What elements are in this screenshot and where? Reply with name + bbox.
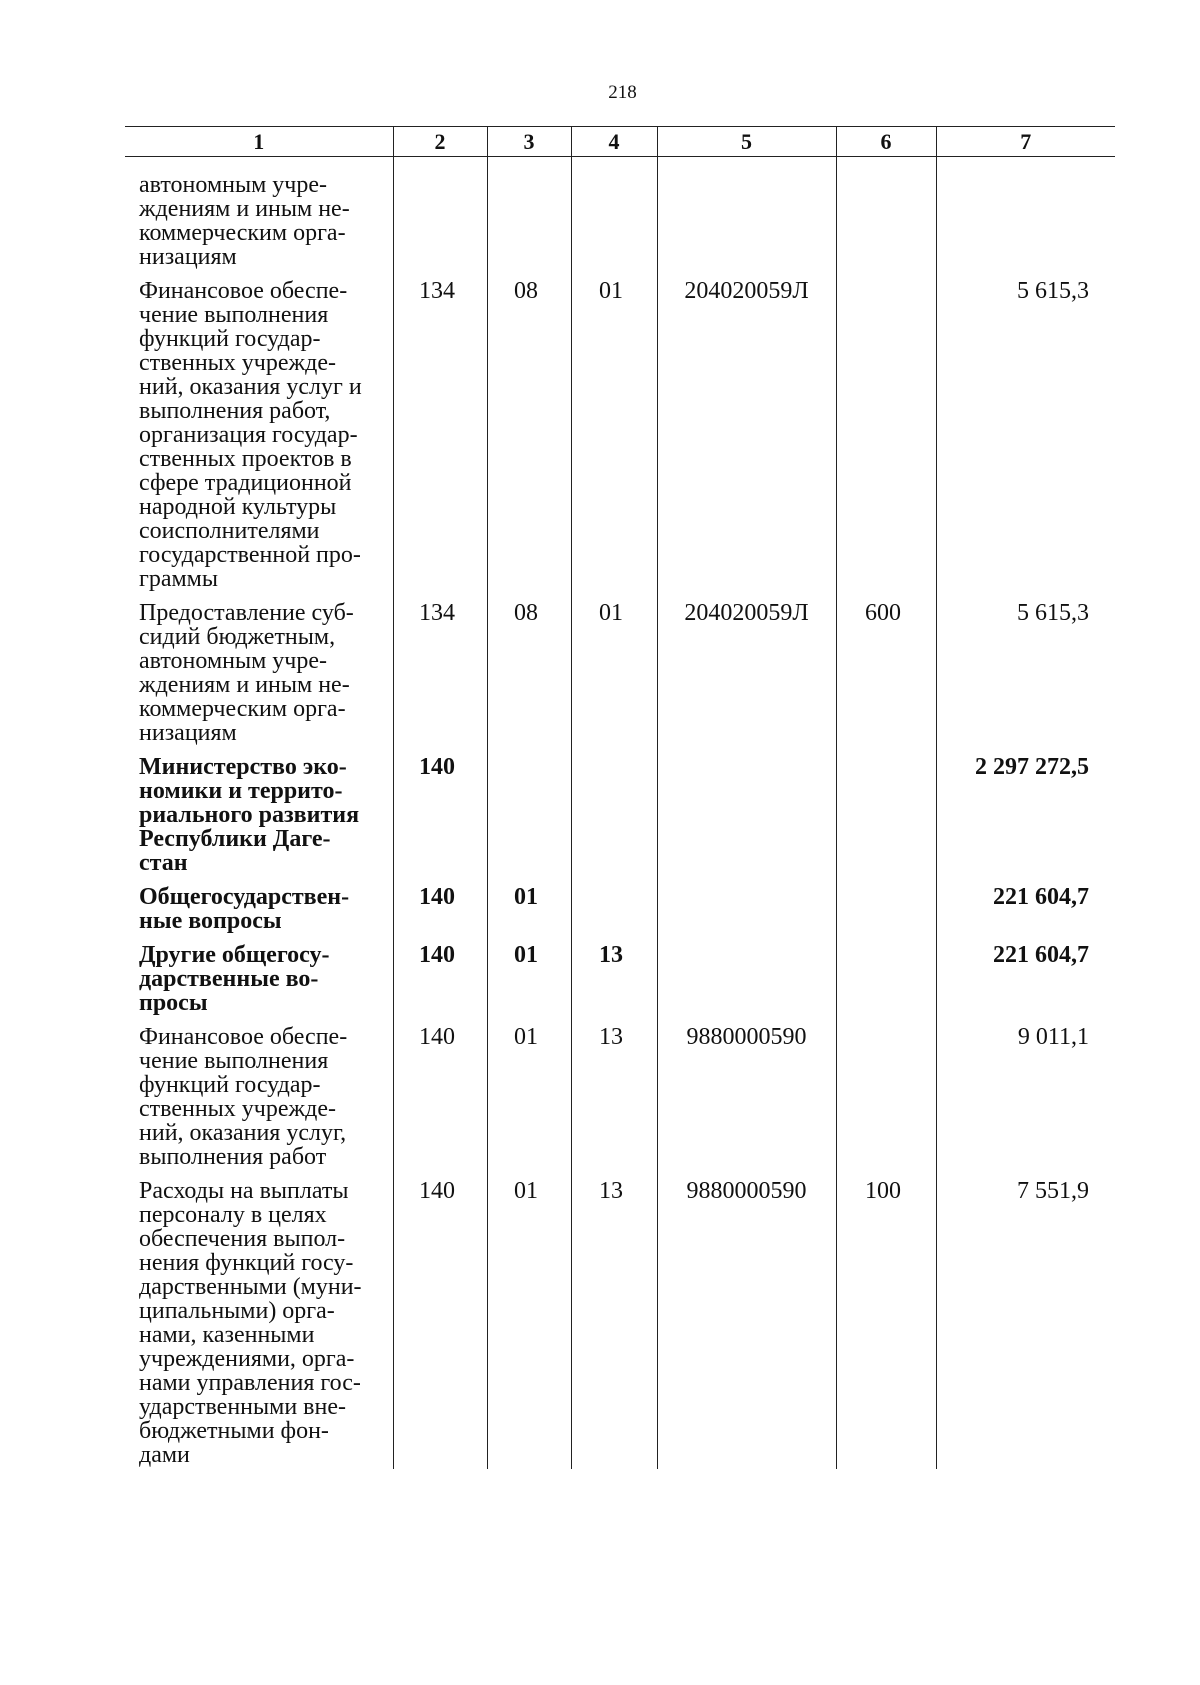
row-col3-cell: 08 [487,279,571,601]
row-code-cell: 9880000590 [657,1179,836,1469]
row-col2-cell: 140 [393,885,487,943]
table-row [125,279,1115,601]
row-col2-cell: 140 [393,943,487,1025]
row-amount-cell: 221 604,7 [936,943,1115,1025]
row-col3-cell [487,755,571,885]
row-code-cell: 9880000590 [657,1025,836,1179]
table-row [125,601,1115,755]
row-name-cell: Общегосударствен- ные вопросы [139,884,350,934]
row-code-cell: 204020059Л [657,601,836,755]
row-col6-cell [836,943,936,1025]
table-row [125,1179,1115,1469]
row-col2-cell: 140 [393,1025,487,1179]
row-col2-cell: 140 [393,1179,487,1469]
spacer-row [125,157,1115,174]
row-col6-cell [836,173,936,279]
row-col3-cell: 01 [487,943,571,1025]
page-number: 218 [608,82,637,103]
row-amount-cell: 5 615,3 [936,601,1115,755]
row-col6-cell: 600 [836,601,936,755]
row-col4-cell: 01 [571,601,657,755]
row-col2-cell: 140 [393,755,487,885]
column-header-3: 3 [487,127,571,157]
row-code-cell: 204020059Л [657,279,836,601]
row-col3-cell [487,173,571,279]
row-col6-cell [836,755,936,885]
table-row [125,1025,1115,1179]
row-col6-cell [836,885,936,943]
row-amount-cell: 7 551,9 [936,1179,1115,1469]
column-header-6: 6 [836,127,936,157]
row-col4-cell [571,755,657,885]
row-code-cell [657,943,836,1025]
table-body [125,157,1115,1470]
table-header [125,127,1115,157]
row-name-cell: Другие общегосу- дарственные во- просы [139,942,330,1016]
row-amount-cell: 221 604,7 [936,885,1115,943]
row-col6-cell [836,279,936,601]
row-col2-cell: 134 [393,601,487,755]
row-col4-cell: 13 [571,943,657,1025]
header-row [125,127,1115,157]
row-amount-cell: 2 297 272,5 [936,755,1115,885]
row-name-cell: Финансовое обеспе- чение выполнения функций государ- ственных учрежде- ний, оказания услуг и выполнения работ, организация государ- ственных проектов в сфере традиционной народной культуры соисполнителями государственной про- граммы [139,278,362,592]
row-col3-cell: 01 [487,1179,571,1469]
table-row [125,755,1115,885]
row-col4-cell: 13 [571,1179,657,1469]
row-col2-cell: 134 [393,279,487,601]
row-col4-cell: 13 [571,1025,657,1179]
row-name-cell: автономным учре- ждениям и иным не- коммерческим орга- низациям [139,172,350,270]
row-name-cell: Финансовое обеспе- чение выполнения функций государ- ственных учрежде- ний, оказания услуг, выполнения работ [139,1024,348,1170]
table-row [125,173,1115,279]
row-amount-cell: 9 011,1 [936,1025,1115,1179]
table-row [125,943,1115,1025]
table-row [125,885,1115,943]
column-header-4: 4 [571,127,657,157]
row-col6-cell [836,1025,936,1179]
column-header-7: 7 [936,127,1115,157]
row-amount-cell: 5 615,3 [936,279,1115,601]
row-name-cell: Министерство эко- номики и террито- риального развития Республики Даге- стан [139,754,360,876]
row-amount-cell [936,173,1115,279]
row-name-cell: Предоставление суб- сидий бюджетным, автономным учре- ждениям и иным не- коммерческим орга- низациям [139,600,354,746]
row-col3-cell: 08 [487,601,571,755]
row-name-cell: Расходы на выплаты персоналу в целях обеспечения выпол- нения функций госу- дарственными (муни- ципальными) орга- нами, казенными учреждениями, орга- нами управления гос- ударственными вне- бюджетными фон- дами [139,1178,362,1468]
budget-table [125,126,1115,1469]
row-code-cell [657,755,836,885]
row-col3-cell: 01 [487,1025,571,1179]
column-header-5: 5 [657,127,836,157]
row-col6-cell: 100 [836,1179,936,1469]
row-col3-cell: 01 [487,885,571,943]
column-header-1: 1 [125,127,393,157]
row-col2-cell [393,173,487,279]
row-col4-cell [571,885,657,943]
row-code-cell [657,885,836,943]
row-code-cell [657,173,836,279]
row-col4-cell: 01 [571,279,657,601]
column-header-2: 2 [393,127,487,157]
row-col4-cell [571,173,657,279]
